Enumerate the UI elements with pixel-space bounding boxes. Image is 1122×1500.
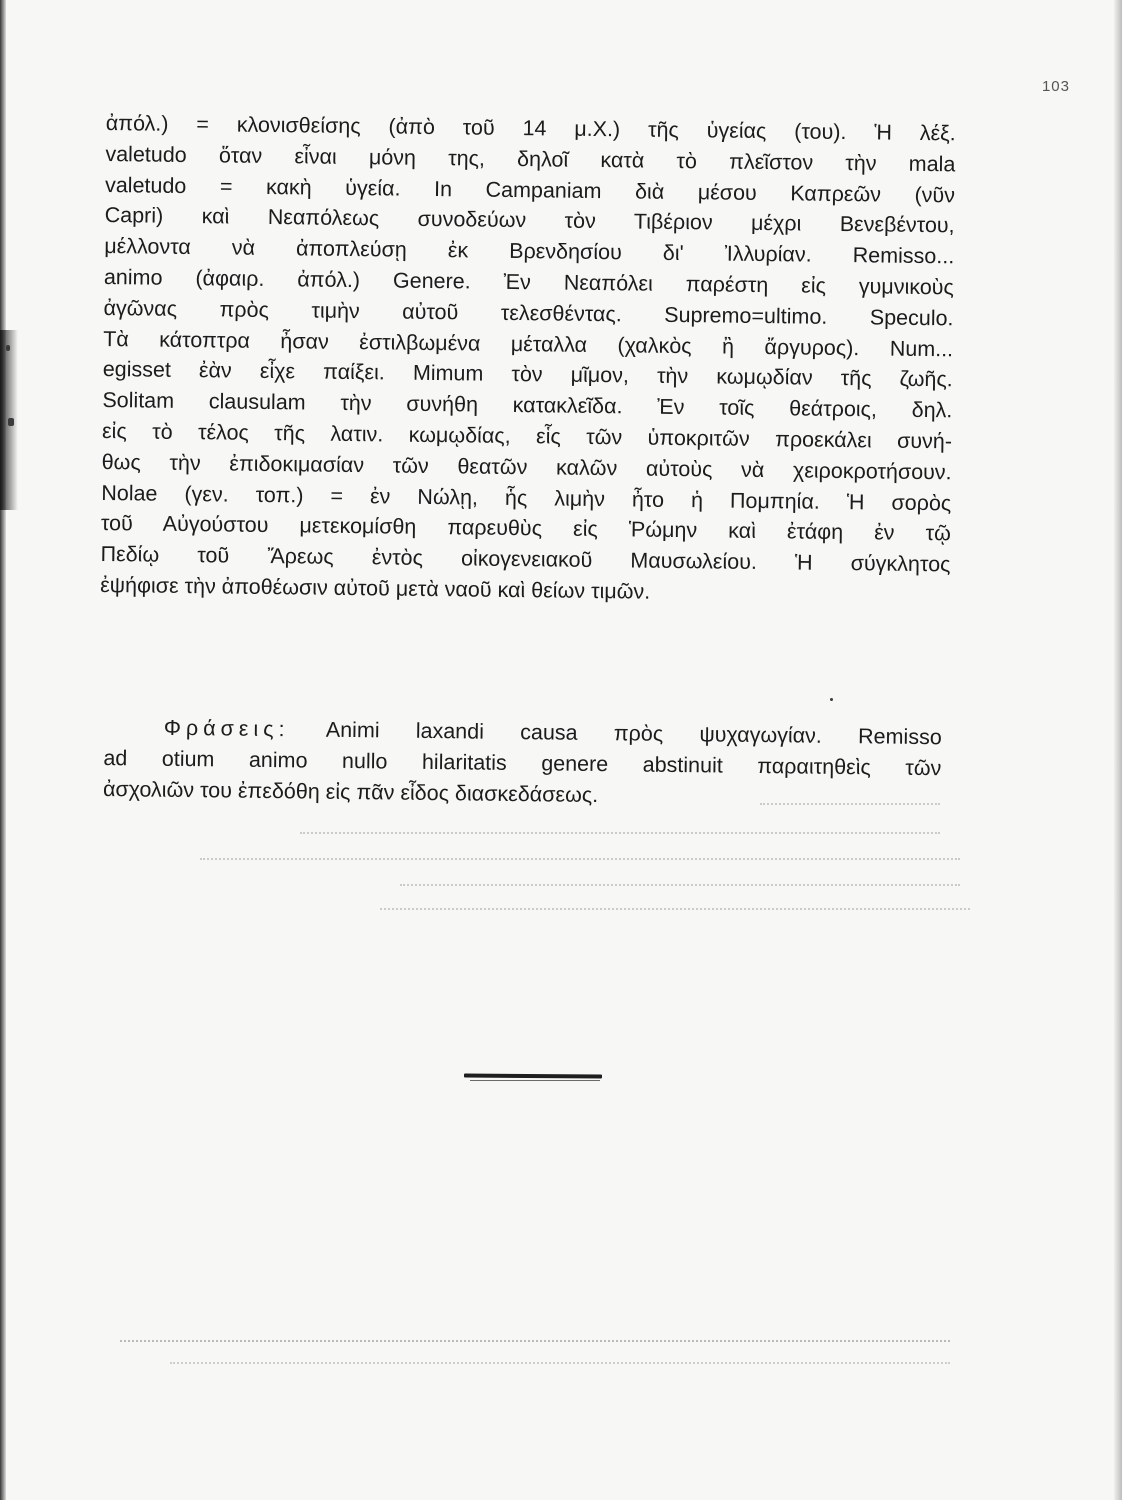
footer-bleed-through — [120, 1340, 950, 1343]
body-line: Capri) καὶ Νεαπόλεως συνοδεύων τὸν Τιβέριον μέχρι Βενεβέντου, — [104, 203, 955, 238]
body-line: ἐψήφισε τὴν ἀποθέωσιν αὐτοῦ μετὰ ναοῦ καὶ θείων τιμῶν. — [100, 572, 651, 604]
section-end-rule — [464, 1074, 602, 1079]
body-line: ἀπόλ.) = κλονισθείσης (ἀπὸ τοῦ 14 μ.Χ.) τῆς ὑγείας (του). Ἡ λέξ. — [105, 110, 956, 146]
body-line: Τὰ κάτοπτρα ἦσαν ἐστιλβωμένα μέταλλα (χαλκὸς ἢ ἄργυρος). Num... — [103, 326, 954, 361]
phrases-line: ad otium animo nullo hilaritatis genere abstinuit παραιτηθεὶς τῶν — [103, 745, 942, 781]
body-line: τοῦ Αὐγούστου μετεκομίσθη παρευθὺς εἰς Ῥώμην καὶ ἐτάφη ἐν τῷ — [100, 511, 952, 546]
page-right-edge — [1114, 0, 1122, 1500]
scan-speck — [830, 698, 833, 701]
bleed-through-mark — [300, 832, 940, 835]
phrases-label: Φράσεις: — [163, 715, 290, 742]
body-line: animo (ἀφαιρ. ἀπόλ.) Genere. Ἐν Νεαπόλει παρέστη εἰς γυμνικοὺς — [103, 264, 955, 300]
commentary-body — [100, 108, 956, 611]
body-line: Solitam clausulam τὴν συνήθη κατακλεῖδα. Ἐν τοῖς θεάτροις, δηλ. — [102, 388, 953, 423]
scan-speck — [8, 418, 14, 426]
bleed-through-mark — [200, 858, 960, 861]
body-line: μέλλοντα νὰ ἀποπλεύσῃ ἐκ Βρενδησίου δι' Ἰλλυρίαν. Remisso... — [104, 234, 955, 269]
binding-edge — [0, 0, 6, 1500]
body-line: Nolae (γεν. τοπ.) = ἐν Νώλῃ, ἧς λιμὴν ἦτο ἡ Πομπηία. Ἡ σορὸς — [101, 480, 952, 515]
body-line: Πεδίῳ τοῦ Ἄρεως ἐντὸς οἰκογενειακοῦ Μαυσωλείου. Ἡ σύγκλητος — [100, 542, 951, 577]
bleed-through-mark — [760, 803, 940, 806]
section-end-rule-shadow — [470, 1080, 600, 1081]
body-line: valetudo = κακὴ ὑγεία. In Campaniam διὰ μέσου Καπρεῶν (νῦν — [104, 172, 956, 207]
body-line: egisset ἐὰν εἶχε παίξει. Mimum τὸν μῖμον, τὴν κωμῳδίαν τῆς ζωῆς. — [102, 357, 953, 392]
bleed-through-mark — [400, 884, 960, 887]
body-line: ἀγῶνας πρὸς τιμὴν αὐτοῦ τελεσθέντας. Supremo=ultimo. Speculo. — [103, 295, 954, 331]
phrases-line: ἀσχολιῶν του ἐπεδόθη εἰς πᾶν εἶδος διασκεδάσεως. — [102, 776, 599, 807]
body-line: θως τὴν ἐπιδοκιμασίαν τῶν θεατῶν καλῶν αὐτοὺς νὰ χειροκροτήσουν. — [101, 449, 952, 485]
phrases-text: Animi laxandi causa πρὸς ψυχαγωγίαν. Remisso — [325, 717, 942, 750]
body-line: εἰς τὸ τέλος τῆς λατιν. κωμῳδίας, εἷς τῶν ὑποκριτῶν προεκάλει συνή- — [101, 418, 953, 454]
page-number: 103 — [1041, 78, 1070, 95]
footer-bleed-through — [170, 1362, 950, 1365]
bleed-through-mark — [380, 908, 970, 911]
scan-speck — [6, 345, 10, 351]
body-line: valetudo ὅταν εἶναι μόνη της, δηλοῖ κατὰ τὸ πλεῖστον τὴν mala — [105, 141, 956, 177]
phrases-section — [103, 712, 942, 815]
